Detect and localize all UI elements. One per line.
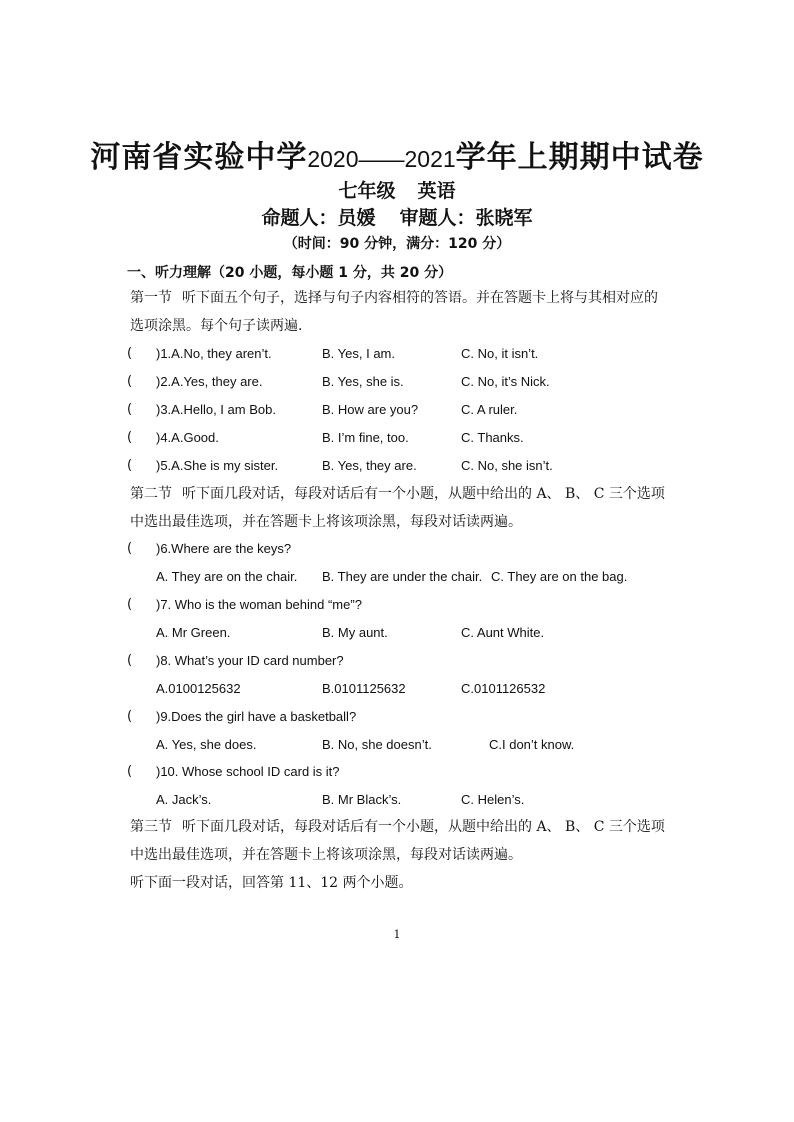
question-9-option-b: B. No, she doesn’t.	[322, 737, 432, 752]
page-number: 1	[393, 928, 401, 941]
question-6-option-c: C. They are on the bag.	[491, 569, 628, 584]
question-7-stem: )7. Who is the woman behind “me”?	[156, 597, 362, 612]
answer-blank: (	[127, 541, 133, 556]
question-3-option-b: B. How are you?	[322, 402, 419, 417]
question-8-option-a: A.0100125632	[156, 681, 241, 696]
question-9-stem: )9.Does the girl have a basketball?	[156, 709, 357, 724]
question-10-option-b: B. Mr Black’s.	[322, 792, 402, 807]
author-label: 命题人：员媛	[261, 207, 376, 229]
question-7-option-a: A. Mr Green.	[156, 625, 231, 640]
authors-line	[0, 203, 794, 230]
question-6-option-b: B. They are under the chair.	[322, 569, 483, 584]
question-7-option-b: B. My aunt.	[322, 625, 388, 640]
question-1-option-c: C. No, it isn’t.	[461, 346, 539, 361]
question-2-option-b: B. Yes, she is.	[322, 374, 404, 389]
part3-instructions	[130, 813, 670, 869]
answer-blank: (	[127, 402, 133, 417]
title-years: 2020——2021	[307, 146, 456, 172]
answer-blank: (	[127, 764, 133, 779]
time-info: （时间：90 分钟，满分：120 分）	[283, 236, 511, 252]
answer-blank: (	[127, 597, 133, 612]
part2-text: 听下面几段对话，每段对话后有一个小题，从题中给出的 A、 B、 C 三个选项中选出最佳选项，并在答题卡上将该项涂黑，每段对话读两遍。	[130, 486, 665, 530]
answer-blank: (	[127, 430, 133, 445]
question-5-option-c: C. No, she isn’t.	[461, 458, 553, 473]
part1-instructions	[130, 284, 670, 340]
answer-blank: (	[127, 346, 133, 361]
part3-text: 听下面几段对话，每段对话后有一个小题，从题中给出的 A、 B、 C 三个选项中选出最佳选项，并在答题卡上将该项涂黑，每段对话读两遍。	[130, 819, 665, 863]
question-3-stem: )3.A.Hello, I am Bob.	[156, 402, 276, 417]
part3-note: 听下面一段对话，回答第 11、12 两个小题。	[130, 875, 413, 891]
answer-blank: (	[127, 458, 133, 473]
question-10-option-c: C. Helen’s.	[461, 792, 525, 807]
question-4-stem: )4.A.Good.	[156, 430, 219, 445]
answer-blank: (	[127, 709, 133, 724]
question-5-stem: )5.A.She is my sister.	[156, 458, 279, 473]
question-3-option-c: C. A ruler.	[461, 402, 518, 417]
grade-label: 七年级	[338, 180, 396, 202]
subject-label: 英语	[417, 180, 456, 202]
question-9-option-c: C.I don’t know.	[489, 737, 575, 752]
question-2-option-c: C. No, it’s Nick.	[461, 374, 550, 389]
question-4-option-b: B. I’m fine, too.	[322, 430, 409, 445]
question-2-stem: )2.A.Yes, they are.	[156, 374, 263, 389]
question-8-option-b: B.0101125632	[322, 681, 406, 696]
part2-label: 第二节	[130, 486, 172, 502]
section-heading: 一、听力理解（20 小题，每小题 1 分，共 20 分）	[127, 265, 453, 281]
question-5-option-b: B. Yes, they are.	[322, 458, 417, 473]
reviewer-label: 审题人：张晓军	[399, 207, 533, 229]
answer-blank: (	[127, 374, 133, 389]
question-4-option-c: C. Thanks.	[461, 430, 524, 445]
exam-title	[0, 132, 794, 176]
answer-blank: (	[127, 653, 133, 668]
title-prefix: 河南省实验中学	[90, 140, 308, 175]
question-8-stem: )8. What’s your ID card number?	[156, 653, 344, 668]
part2-instructions	[130, 480, 670, 536]
part3-label: 第三节	[130, 819, 172, 835]
question-6-stem: )6.Where are the keys?	[156, 541, 292, 556]
question-1-stem: )1.A.No, they aren’t.	[156, 346, 272, 361]
part1-text: 听下面五个句子，选择与句子内容相符的答语。并在答题卡上将与其相对应的选项涂黑。每个句子读两遍.	[130, 290, 658, 334]
question-9-option-a: A. Yes, she does.	[156, 737, 257, 752]
question-10-option-a: A. Jack’s.	[156, 792, 212, 807]
part1-label: 第一节	[130, 290, 172, 306]
title-suffix: 学年上期期中试卷	[455, 140, 704, 175]
question-1-option-b: B. Yes, I am.	[322, 346, 395, 361]
question-6-option-a: A. They are on the chair.	[156, 569, 298, 584]
question-7-option-c: C. Aunt White.	[461, 625, 545, 640]
grade-subject-line	[0, 176, 794, 203]
question-10-stem: )10. Whose school ID card is it?	[156, 764, 340, 779]
question-8-option-c: C.0101126532	[461, 681, 546, 696]
